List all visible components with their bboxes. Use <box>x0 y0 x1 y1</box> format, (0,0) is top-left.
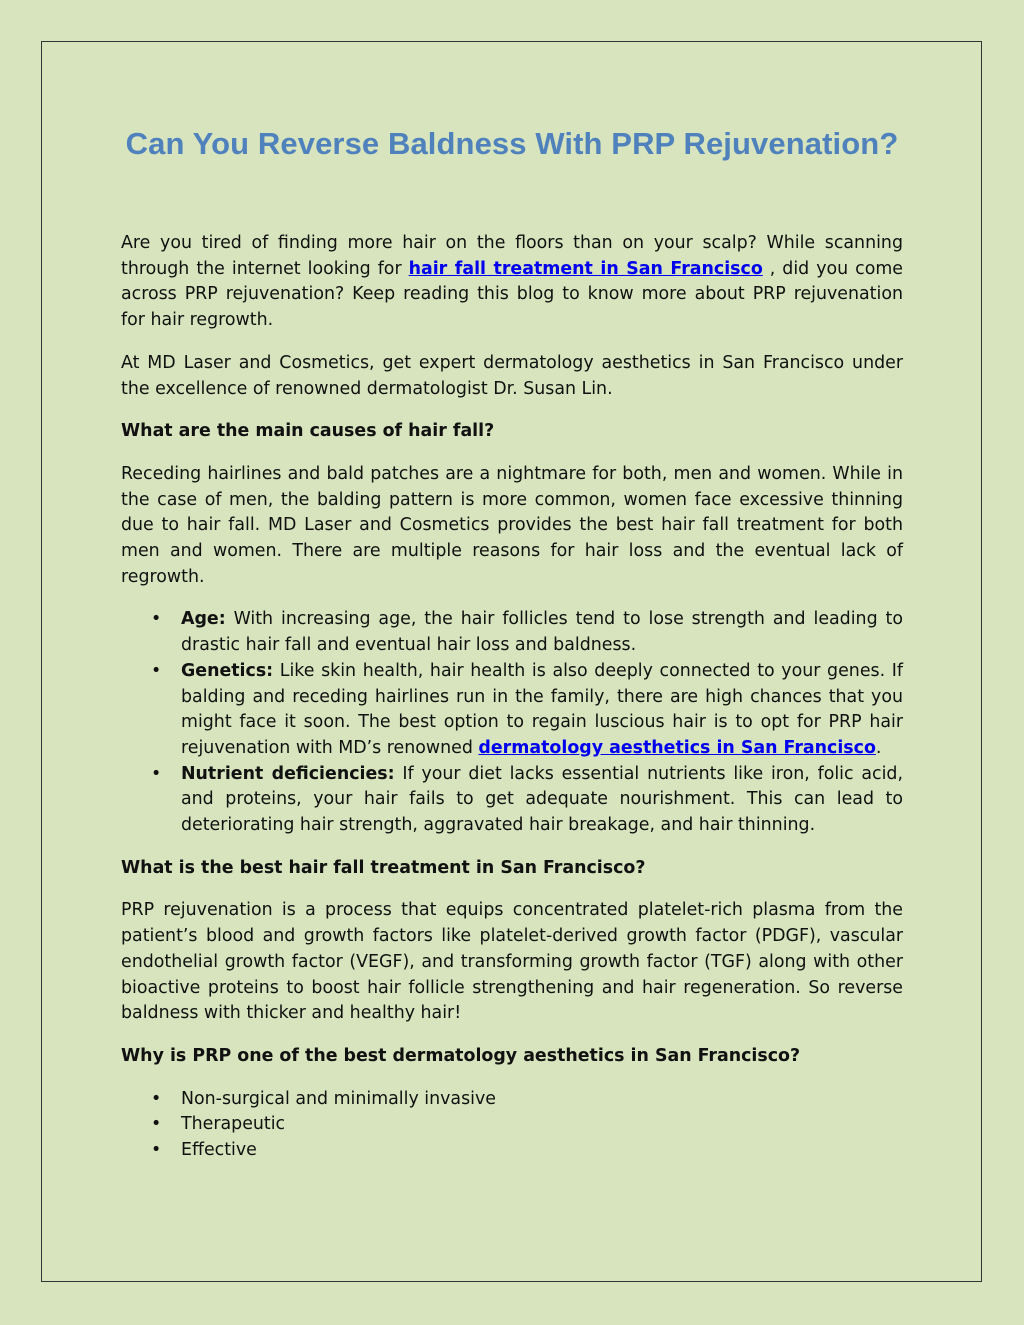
list-item <box>121 1112 903 1138</box>
list-item-label: Age: <box>181 609 226 630</box>
bullet-icon: • <box>151 1114 162 1135</box>
benefits-list <box>121 1087 903 1164</box>
clinic-paragraph: At MD Laser and Cosmetics, get expert dermatology aesthetics in San Francisco under the excellence of renowned dermatologist Dr. Susan Lin. <box>121 352 903 399</box>
list-item-text: With increasing age, the hair follicles tend to lose strength and leading to drastic hair fall and eventual hair loss and baldness. <box>181 609 903 656</box>
list-item-text: Therapeutic <box>181 1114 286 1135</box>
list-item <box>121 659 903 762</box>
document-body <box>121 120 903 1164</box>
bullet-icon: • <box>151 609 162 630</box>
causes-list <box>121 607 903 838</box>
intro-text-start: Are you tired of finding more hair on the floors than on your scalp? While scanning through the internet looking for <box>121 233 903 279</box>
bullet-icon: • <box>151 1140 162 1161</box>
intro-paragraph <box>121 231 903 334</box>
list-item-label: Genetics: <box>181 660 274 681</box>
list-item-text: Non-surgical and minimally invasive <box>181 1088 496 1109</box>
why-prp-heading: Why is PRP one of the best dermatology aesthetics in San Francisco? <box>121 1045 801 1066</box>
list-item <box>121 762 903 839</box>
causes-heading: What are the main causes of hair fall? <box>121 421 495 442</box>
causes-paragraph: Receding hairlines and bald patches are a nightmare for both, men and women. While in the case of men, the balding pattern is more common, women face excessive thinning due to hair fall. MD Laser and Cosmetics provides the best hair fall treatment for both men and women. There are multiple reasons for hair loss and the eventual lack of regrowth. <box>121 463 903 587</box>
list-item-text: Effective <box>181 1140 257 1161</box>
bullet-icon: • <box>151 660 162 681</box>
dermatology-aesthetics-link[interactable]: dermatology aesthetics in San Francisco <box>478 737 876 758</box>
intro-text-end: , did you come across PRP rejuvenation? Keep reading this blog to know more about PRP rejuvenation for hair regrowth. <box>121 258 903 331</box>
best-treatment-paragraph: PRP rejuvenation is a process that equips concentrated platelet-rich plasma from the patient’s blood and growth factors like platelet-derived growth factor (PDGF), vascular endothelial growth factor (VEGF), and transforming growth factor (TGF) along with other bioactive proteins to boost hair follicle strengthening and hair regeneration. So reverse baldness with thicker and healthy hair! <box>121 900 903 1024</box>
list-item-text: If your diet lacks essential nutrients like iron, folic acid, and proteins, your hair fails to get adequate nourishment. This can lead to deteriorating hair strength, aggravated hair breakage, and hair thinning. <box>181 763 903 836</box>
list-item-text: Like skin health, hair health is also deeply connected to your genes. If balding and receding hairlines run in the family, there are high chances that you might face it soon. The best option to regain luscious hair is to opt for PRP hair rejuvenation with MD’s renowned <box>181 660 903 758</box>
best-treatment-heading: What is the best hair fall treatment in San Francisco? <box>121 857 646 878</box>
hair-fall-treatment-link[interactable]: hair fall treatment in San Francisco <box>408 258 763 279</box>
list-item <box>121 607 903 658</box>
list-item <box>121 1138 903 1164</box>
bullet-icon: • <box>151 1088 162 1109</box>
bullet-icon: • <box>151 763 162 784</box>
list-item-text-end: . <box>875 737 882 758</box>
list-item <box>121 1087 903 1113</box>
list-item-label: Nutrient deficiencies: <box>181 763 395 784</box>
page-title: Can You Reverse Baldness With PRP Rejuvenation? <box>125 126 899 161</box>
